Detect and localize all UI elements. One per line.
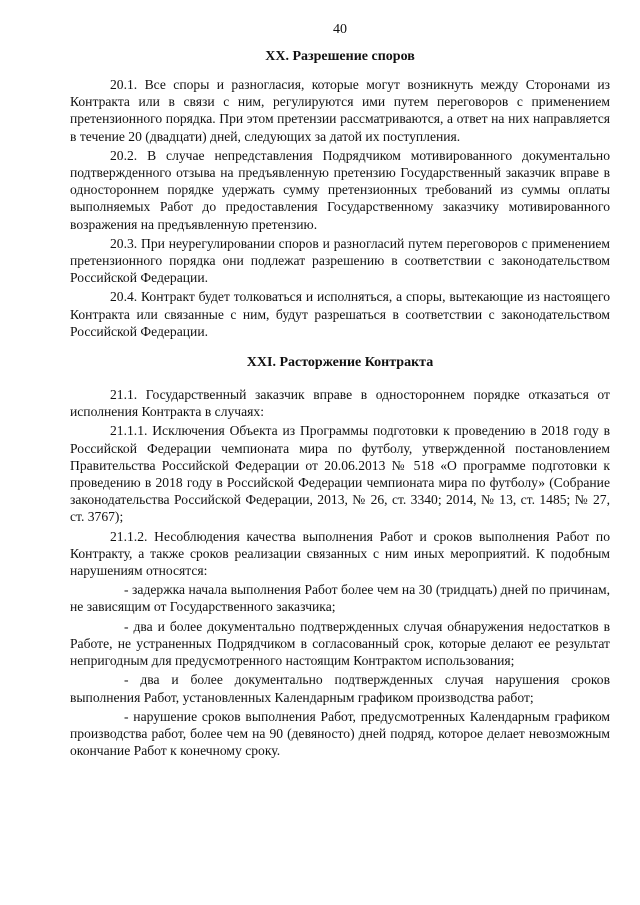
paragraph-20-4: 20.4. Контракт будет толковаться и исполняться, а споры, вытекающие из настоящего Контракта или связанные с ним, будут разрешаться в соответствии с законодательством Российской Федерации. — [70, 289, 610, 339]
list-item-defects: - два и более документально подтвержденных случая обнаружения недостатков в Работе, не устраненных Подрядчиком в согласованный срок, которые делают ее результат непригодным для предусмотренного настоящим Контрактом использования; — [70, 618, 610, 669]
paragraph-21-1: 21.1. Государственный заказчик вправе в одностороннем порядке отказаться от исполнения Контракта в случаях: — [70, 387, 610, 420]
list-item-90-days: - нарушение сроков выполнения Работ, предусмотренных Календарным графиком производства работ, более чем на 90 (девяносто) дней подряд, которое делает невозможным окончание Работ к конечному сроку. — [70, 708, 610, 759]
list-item-delay: - задержка начала выполнения Работ более чем на 30 (тридцать) дней по причинам, не зависящим от Государственного заказчика; — [70, 582, 610, 615]
paragraph-21-1-2: 21.1.2. Несоблюдения качества выполнения Работ и сроков выполнения Работ по Контракту, а также сроков реализации связанных с ним иных мероприятий. К подобным нарушениям относятся: — [70, 528, 610, 579]
paragraph-20-3: 20.3. При неурегулировании споров и разногласий путем переговоров с применением претензионного порядка они подлежат разрешению в соответствии с законодательством Российской Федерации. — [70, 235, 610, 286]
list-item-deadline-violations: - два и более документально подтвержденных случая нарушения сроков выполнения Работ, установленных Календарным графиком производства работ; — [70, 672, 610, 705]
section-20-title: XX. Разрешение споров — [265, 49, 415, 64]
paragraph-20-2: 20.2. В случае непредставления Подрядчиком мотивированного документально подтвержденного отзыва на предъявленную претензию Государственный заказчик вправе в одностороннем порядке удержать сумму претензионных требований из суммы оплаты выполняемых Работ до предоставления Государственному заказчику мотивированного возражения на предъявленную претензию. — [70, 147, 610, 232]
paragraph-20-1: 20.1. Все споры и разногласия, которые могут возникнуть между Сторонами из Контракта или в связи с ним, регулируются ими путем переговоров с применением претензионного порядка. При этом претензии рассматриваются, а ответ на них направляется в течение 20 (двадцати) дней, следующих за датой их поступления. — [70, 77, 610, 144]
page-number: 40 — [333, 22, 347, 37]
section-21-title: XXI. Расторжение Контракта — [246, 355, 434, 371]
paragraph-21-1-1: 21.1.1. Исключения Объекта из Программы подготовки к проведению в 2018 году в Российской Федерации чемпионата мира по футболу, утвержденной постановлением Правительства Российской Федерации от 20.06.2013 № 518 «О программе подготовки к проведению в 2018 году в Российской Федерации чемпионата мира по футболу» (Собрание законодательства Российской Федерации, 2013, № 26, ст. 3340; 2014, № 13, ст. 1485; № 27, ст. 3767); — [70, 423, 610, 525]
